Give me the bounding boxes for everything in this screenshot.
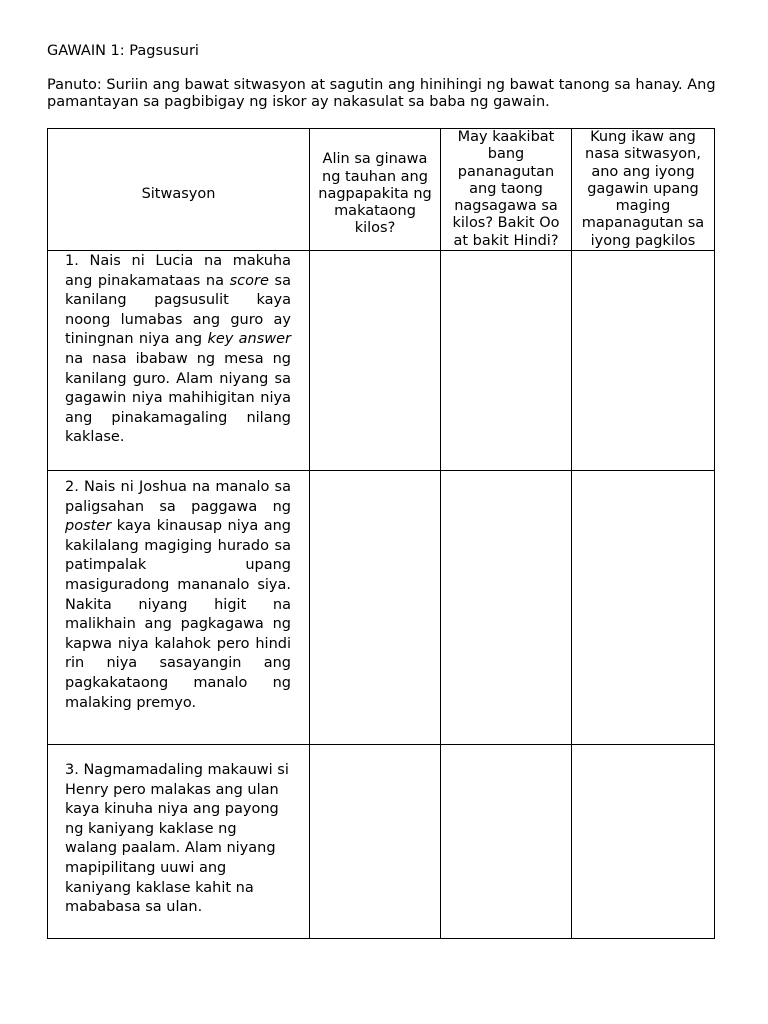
text-segment: 1. Nais ni Lucia na makuha ang pinakamataas na (65, 253, 291, 289)
answer-cell[interactable] (572, 471, 715, 745)
instructions-text: Panuto: Suriin ang bawat sitwasyon at sagutin ang hinihingi ng bawat tanong sa hanay. Ang pamantayan sa pagbibigay ng iskor ay nakasulat sa baba ng gawain. (47, 77, 716, 110)
header-sitwasyon: Sitwasyon (48, 129, 310, 251)
text-segment: na nasa ibabaw ng mesa ng kanilang guro. Alam niyang sa gagawin niya mahihigitan niya ang pinakamagaling nilang kaklase. (65, 351, 291, 446)
answer-cell[interactable] (310, 471, 441, 745)
table-row (48, 251, 715, 471)
italic-term: key answer (207, 331, 291, 348)
header-makataong-kilos: Alin sa ginawa ng tauhan ang nagpapakita ng makataong kilos? (310, 129, 441, 251)
answer-cell[interactable] (572, 251, 715, 471)
situation-text (48, 745, 309, 918)
header-iyong-gagawin: Kung ikaw ang nasa sitwasyon, ano ang iyong gagawin upang maging mapanagutan sa iyong pagkilos (572, 129, 715, 251)
answer-cell[interactable] (572, 745, 715, 939)
activity-title: GAWAIN 1: Pagsusuri (47, 43, 199, 59)
answer-cell[interactable] (441, 745, 572, 939)
situation-text (48, 251, 309, 448)
header-row (48, 129, 715, 251)
table-row (48, 745, 715, 939)
text-segment: sa kanilang pagsusulit kaya noong lumabas ang guro ay tiningnan niya ang (65, 272, 291, 348)
situation-cell (48, 745, 310, 939)
situation-cell (48, 471, 310, 745)
text-segment: 2. Nais ni Joshua na manalo sa paligsahan sa paggawa ng (65, 479, 291, 515)
table-row (48, 471, 715, 745)
situation-text (48, 471, 309, 713)
answer-cell[interactable] (441, 471, 572, 745)
situation-cell (48, 251, 310, 471)
italic-term: poster (65, 518, 112, 535)
answer-cell[interactable] (441, 251, 572, 471)
header-pananagutan: May kaakibat bang pananagutan ang taong nagsagawa sa kilos? Bakit Oo at bakit Hindi? (441, 129, 572, 251)
text-segment: kaya kinausap niya ang kakilalang magiging hurado sa patimpalak upang masiguradong mananalo siya. Nakita niyang higit na malikhain ang pagkagawa ng kapwa niya kalahok pero hindi rin niya sasayangin ang pagkakataong manalo ng malaking premyo. (65, 518, 291, 711)
answer-cell[interactable] (310, 251, 441, 471)
text-segment: 3. Nagmamadaling makauwi si Henry pero malakas ang ulan kaya kinuha niya ang payong ng kaniyang kaklase ng walang paalam. Alam niyang mapipilitang uuwi ang kaniyang kaklase kahit na mababasa sa ulan. (65, 762, 289, 916)
answer-cell[interactable] (310, 745, 441, 939)
italic-term: score (229, 272, 269, 289)
activity-table (47, 128, 715, 939)
